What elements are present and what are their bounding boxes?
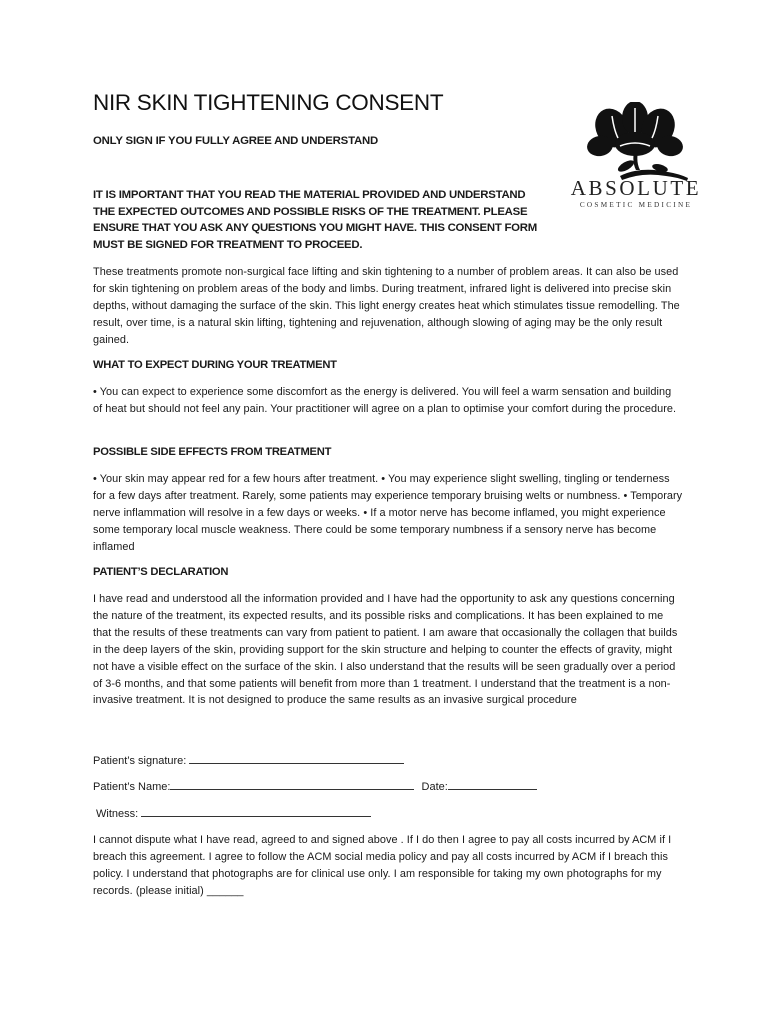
declaration-paragraph: I have read and understood all the information provided and I have had the opportunity to ask any questions concerning the nature of the treatment, its expected results, and its possible risks and complications. It has been explained to me that the results of these treatments can vary from patient to patient. I am aware that occasionally the collagen that builds in the deep layers of the skin, providing support for the skin structure and helping to counter the effects of gravity, might not have a visible effect on the surface of the skin. I also understand that the results will be seen gradually over a period of 3-6 months, and that some patients will benefit from more than 1 treatment. I understand that the treatment is a non-invasive treatment. It is not designed to produce the same results as an invasive surgical procedure	[93, 593, 678, 707]
name-date-row	[93, 779, 537, 793]
signature-label: Patient’s signature:	[93, 755, 187, 767]
section-heading-declaration: PATIENT’S DECLARATION	[93, 566, 229, 578]
date-field[interactable]	[448, 779, 537, 790]
brand-tagline: COSMETIC MEDICINE	[579, 201, 693, 209]
signature-field[interactable]	[189, 753, 404, 764]
section-heading-side-effects: POSSIBLE SIDE EFFECTS FROM TREATMENT	[93, 446, 332, 458]
expect-paragraph: • You can expect to experience some discomfort as the energy is delivered. You will feel a warm sensation and building of heat but should not feel any pain. Your practitioner will agree on a plan to optimise your comfort during the procedure.	[93, 386, 677, 415]
side-effects-paragraph: • Your skin may appear red for a few hours after treatment. • You may experience slight swelling, tingling or tenderness for a few days after treatment. Rarely, some patients may experience temporary bruising welts or numbness. • Temporary nerve inflammation will resolve in a few days or weeks. • If a motor nerve has become inflamed, you might experience some temporary local muscle weakness. There could be some temporary numbness if a sensory nerve has become inflamed	[93, 473, 683, 553]
signature-row	[93, 753, 404, 767]
footer-text: I cannot dispute what I have read, agreed to and signed above . If I do then I agree to pay all costs incurred by ACM if I breach this agreement. I agree to follow the ACM social media policy and pay all costs incurred by ACM if I breach this policy. I understand that photographs are for clinical use only. I am responsible for taking my own photographs for my records. (please initial)	[93, 834, 672, 897]
name-field[interactable]	[170, 779, 414, 790]
footer-paragraph	[93, 832, 683, 900]
witness-label: Witness:	[96, 808, 139, 820]
brand-name: ABSOLUTE	[570, 176, 702, 200]
page-title: NIR SKIN TIGHTENING CONSENT	[93, 90, 444, 115]
section-heading-expect: WHAT TO EXPECT DURING YOUR TREATMENT	[93, 359, 337, 371]
initial-field[interactable]: ______	[206, 884, 244, 897]
witness-field[interactable]	[141, 806, 371, 817]
intro-paragraph: These treatments promote non-surgical face lifting and skin tightening to a number of problem areas. It can also be used for skin tightening on problem areas of the body and limbs. During treatment, infrared light is delivered into precise skin depths, without damaging the surface of the skin. This light energy creates heat which stimulates tissue remodelling. The result, over time, is a natural skin lifting, tightening and rejuvenation, although slowing of aging may be the only result gained.	[93, 266, 680, 346]
important-notice: IT IS IMPORTANT THAT YOU READ THE MATERIAL PROVIDED AND UNDERSTAND THE EXPECTED OUTCOMES AND POSSIBLE RISKS OF THE TREATMENT. PLEASE ENSURE THAT YOU ASK ANY QUESTIONS YOU MIGHT HAVE. THIS CONSENT FORM MUST BE SIGNED FOR TREATMENT TO PROCEED.	[93, 189, 537, 251]
name-label: Patient’s Name:	[93, 781, 171, 793]
witness-row	[96, 806, 371, 820]
page-subtitle: ONLY SIGN IF YOU FULLY AGREE AND UNDERSTAND	[93, 135, 379, 147]
date-label: Date:	[421, 781, 448, 793]
